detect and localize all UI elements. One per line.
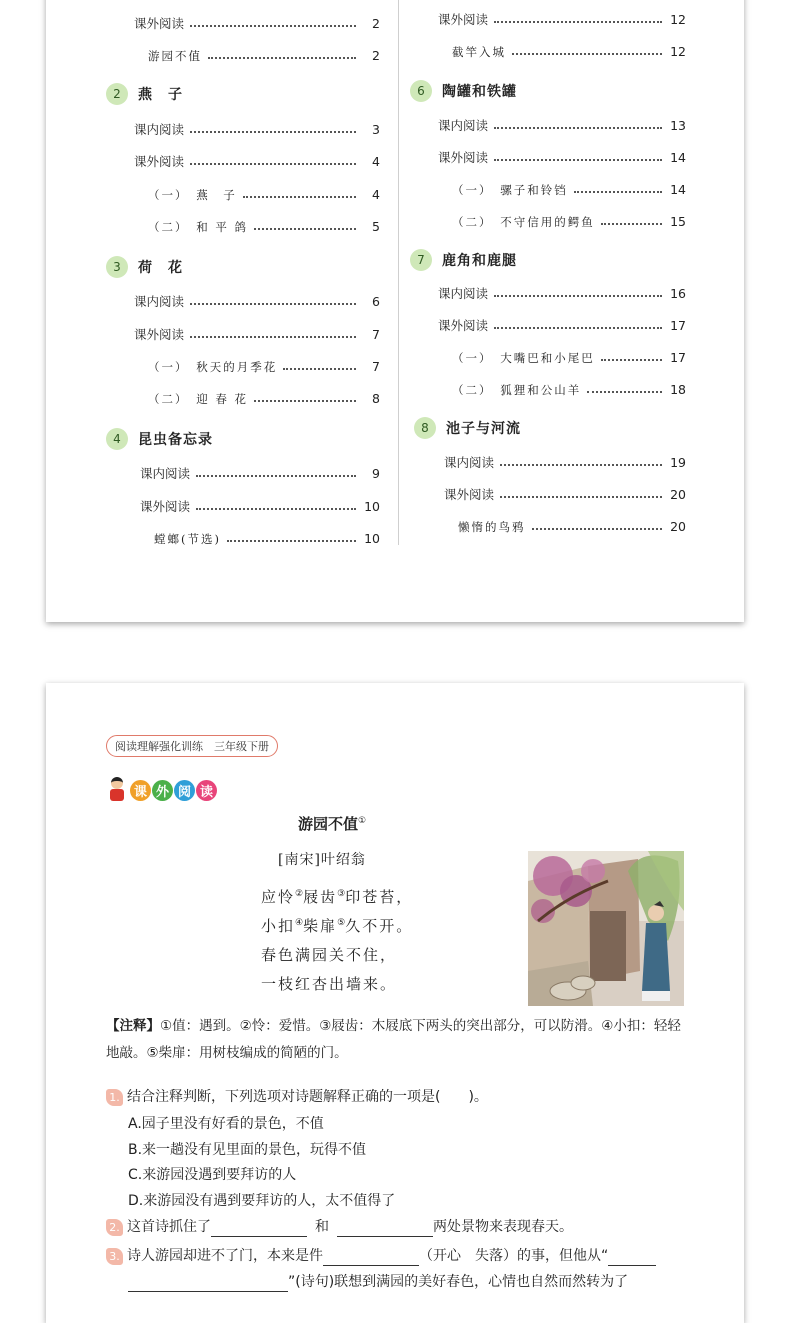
toc-entry-label: 懒惰的鸟鸦 xyxy=(458,520,526,534)
chapter-title: 荷 花 xyxy=(138,260,183,276)
toc-page-number: 2 xyxy=(372,16,380,31)
toc-entry-label: （一） 燕 子 xyxy=(148,188,237,202)
chapter-title: 陶罐和铁罐 xyxy=(442,84,517,100)
toc-subentry[interactable] xyxy=(148,187,380,203)
toc-subentry[interactable] xyxy=(452,44,686,60)
answer-blank[interactable] xyxy=(337,1222,433,1237)
toc-entry[interactable] xyxy=(438,118,686,134)
dot-leader xyxy=(190,303,356,305)
question-3-line-2: ”(诗句)联想到满园的美好春色，心情也自然而然转为了 xyxy=(128,1272,628,1292)
toc-entry-label: （一） 秋天的月季花 xyxy=(148,360,278,374)
toc-page-number: 19 xyxy=(670,455,686,470)
toc-page-number: 5 xyxy=(372,219,380,234)
toc-entry[interactable] xyxy=(438,12,686,28)
toc-page-number: 7 xyxy=(372,327,380,342)
toc-entry-label: 课内阅读 xyxy=(438,286,489,301)
section-badge: 读 xyxy=(196,780,217,801)
dot-leader xyxy=(500,464,662,466)
answer-option[interactable]: D.来游园没有遇到要拜访的人，太不值得了 xyxy=(128,1192,396,1209)
toc-page-number: 14 xyxy=(670,150,686,165)
toc-page-number: 4 xyxy=(372,187,380,202)
toc-entry-label: 课外阅读 xyxy=(438,318,489,333)
section-badge: 课 xyxy=(130,780,151,801)
toc-entry-label: 课外阅读 xyxy=(140,499,191,514)
section-badge: 外 xyxy=(152,780,173,801)
dot-leader xyxy=(190,163,356,165)
toc-page-number: 10 xyxy=(364,531,380,546)
toc-entry-label: 游园不值 xyxy=(148,49,202,63)
toc-entry-label: 课外阅读 xyxy=(444,487,495,502)
toc-entry[interactable] xyxy=(134,327,380,343)
dot-leader xyxy=(500,496,662,498)
toc-page-number: 3 xyxy=(372,122,380,137)
toc-subentry[interactable] xyxy=(452,182,686,198)
series-tag: 阅读理解强化训练 三年级下册 xyxy=(106,735,278,757)
toc-entry-label: （二） 迎 春 花 xyxy=(148,392,249,406)
toc-page-number: 9 xyxy=(372,466,380,481)
toc-entry-label: （二） 不守信用的鳄鱼 xyxy=(452,215,595,229)
poem-author: [南宋]叶绍翁 xyxy=(278,852,366,868)
poem-line: 应怜②屐齿③印苍苔， xyxy=(261,888,414,906)
toc-subentry[interactable] xyxy=(148,219,380,235)
question-2: 2. 这首诗抓住了 和 两处景物来表现春天。 xyxy=(106,1217,573,1237)
dot-leader xyxy=(190,131,356,133)
toc-entry-label: 课外阅读 xyxy=(134,327,185,342)
chapter-number-badge: 3 xyxy=(106,256,128,278)
kid-mascot-icon xyxy=(108,777,126,803)
poem-line: 小扣④柴扉⑤久不开。 xyxy=(261,917,414,935)
section-heading xyxy=(108,777,218,803)
toc-page-number: 15 xyxy=(670,214,686,229)
toc-entry-label: 课内阅读 xyxy=(134,122,185,137)
toc-subentry[interactable] xyxy=(452,382,686,398)
dot-leader xyxy=(601,223,662,225)
toc-entry[interactable] xyxy=(438,150,686,166)
chapter-heading[interactable] xyxy=(106,256,183,278)
toc-entry[interactable] xyxy=(134,16,380,32)
dot-leader xyxy=(196,508,356,510)
toc-page-number: 18 xyxy=(670,382,686,397)
poem-line: 一枝红杏出墙来。 xyxy=(261,975,398,993)
toc-subentry[interactable] xyxy=(452,350,686,366)
toc-page-number: 10 xyxy=(364,499,380,514)
toc-subentry[interactable] xyxy=(148,359,380,375)
answer-blank[interactable] xyxy=(608,1251,656,1266)
toc-subentry[interactable] xyxy=(148,391,380,407)
dot-leader xyxy=(494,127,662,129)
poem-title: 游园不值① xyxy=(298,815,367,833)
answer-blank[interactable] xyxy=(211,1222,307,1237)
exercise-page xyxy=(46,683,744,1323)
chapter-number-badge: 8 xyxy=(414,417,436,439)
toc-entry[interactable] xyxy=(134,154,380,170)
dot-leader xyxy=(587,391,662,393)
toc-entry[interactable] xyxy=(140,466,380,482)
toc-page xyxy=(46,0,744,622)
toc-page-number: 7 xyxy=(372,359,380,374)
toc-entry-label: 课内阅读 xyxy=(438,118,489,133)
toc-page-number: 17 xyxy=(670,350,686,365)
toc-page-number: 14 xyxy=(670,182,686,197)
poem-illustration xyxy=(528,851,684,1006)
question-1: 1. 结合注释判断，下列选项对诗题解释正确的一项是( )。 xyxy=(106,1087,488,1107)
toc-entry[interactable] xyxy=(134,122,380,138)
dot-leader xyxy=(208,57,356,59)
chapter-number-badge: 4 xyxy=(106,428,128,450)
toc-entry[interactable] xyxy=(444,455,686,471)
dot-leader xyxy=(196,475,356,477)
toc-entry-label: 课外阅读 xyxy=(134,16,185,31)
section-badge: 阅 xyxy=(174,780,195,801)
toc-page-number: 12 xyxy=(670,44,686,59)
dot-leader xyxy=(283,368,356,370)
chapter-heading[interactable] xyxy=(410,249,517,271)
chapter-heading[interactable] xyxy=(106,83,183,105)
dot-leader xyxy=(494,21,662,23)
chapter-title: 昆虫备忘录 xyxy=(138,432,213,448)
toc-entry-label: （一） 骡子和铃铛 xyxy=(452,183,568,197)
dot-leader xyxy=(574,191,662,193)
toc-subentry[interactable] xyxy=(148,48,380,64)
chapter-title: 燕 子 xyxy=(138,87,183,103)
toc-entry[interactable] xyxy=(140,499,380,515)
question-3: 3. 诗人游园却进不了门，本来是件 （开心 失落）的事，但他从“ xyxy=(106,1246,656,1266)
chapter-heading[interactable] xyxy=(106,428,213,450)
section-badges xyxy=(130,780,218,801)
toc-entry-label: 课外阅读 xyxy=(438,12,489,27)
chapter-number-badge: 6 xyxy=(410,80,432,102)
toc-entry[interactable] xyxy=(134,294,380,310)
dot-leader xyxy=(254,228,356,230)
poem-line: 春色满园关不住， xyxy=(261,946,398,964)
answer-option[interactable]: C.来游园没遇到要拜访的人 xyxy=(128,1167,297,1183)
dot-leader xyxy=(494,327,662,329)
dot-leader xyxy=(601,359,662,361)
chapter-heading[interactable] xyxy=(414,417,521,439)
chapter-title: 鹿角和鹿腿 xyxy=(442,253,517,269)
answer-blank[interactable] xyxy=(128,1277,288,1292)
dot-leader xyxy=(512,53,662,55)
toc-page-number: 6 xyxy=(372,294,380,309)
chapter-number-badge: 2 xyxy=(106,83,128,105)
toc-entry-label: （二） 和 平 鸽 xyxy=(148,220,249,234)
column-divider xyxy=(398,0,399,545)
toc-page-number: 20 xyxy=(670,519,686,534)
dot-leader xyxy=(243,196,356,198)
toc-subentry[interactable] xyxy=(452,214,686,230)
toc-page-number: 4 xyxy=(372,154,380,169)
dot-leader xyxy=(254,400,356,402)
dot-leader xyxy=(494,295,662,297)
toc-entry-label: 课外阅读 xyxy=(134,154,185,169)
toc-entry[interactable] xyxy=(438,286,686,302)
answer-option[interactable]: B.来一趟没有见里面的景色，玩得不值 xyxy=(128,1141,367,1158)
toc-subentry[interactable] xyxy=(458,519,686,535)
toc-page-number: 20 xyxy=(670,487,686,502)
poem-notes: 【注释】①值：遇到。②怜：爱惜。③屐齿：木屐底下两头的突出部分，可以防滑。④小扣：轻轻地敲。⑤柴扉：用树枝编成的简陋的门。 xyxy=(106,1018,681,1061)
chapter-heading[interactable] xyxy=(410,80,517,102)
toc-page-number: 8 xyxy=(372,391,380,406)
toc-entry-label: 课内阅读 xyxy=(134,294,185,309)
toc-entry[interactable] xyxy=(444,487,686,503)
toc-page-number: 12 xyxy=(670,12,686,27)
dot-leader xyxy=(190,25,356,27)
dot-leader xyxy=(494,159,662,161)
toc-entry-label: 课内阅读 xyxy=(140,466,191,481)
toc-entry[interactable] xyxy=(438,318,686,334)
dot-leader xyxy=(190,336,356,338)
toc-entry-label: 课外阅读 xyxy=(438,150,489,165)
toc-page-number: 16 xyxy=(670,286,686,301)
toc-entry-label: （二） 狐狸和公山羊 xyxy=(452,383,582,397)
chapter-title: 池子与河流 xyxy=(446,421,521,437)
answer-blank[interactable] xyxy=(323,1251,419,1266)
answer-option[interactable]: A.园子里没有好看的景色，不值 xyxy=(128,1116,324,1132)
toc-subentry[interactable] xyxy=(154,531,380,547)
dot-leader xyxy=(227,540,356,542)
toc-entry-label: 截竿入城 xyxy=(452,45,506,59)
toc-page-number: 13 xyxy=(670,118,686,133)
toc-entry-label: 螳螂(节选) xyxy=(154,532,221,546)
toc-page-number: 2 xyxy=(372,48,380,63)
toc-page-number: 17 xyxy=(670,318,686,333)
toc-entry-label: （一） 大嘴巴和小尾巴 xyxy=(452,351,595,365)
toc-entry-label: 课内阅读 xyxy=(444,455,495,470)
chapter-number-badge: 7 xyxy=(410,249,432,271)
dot-leader xyxy=(532,528,663,530)
